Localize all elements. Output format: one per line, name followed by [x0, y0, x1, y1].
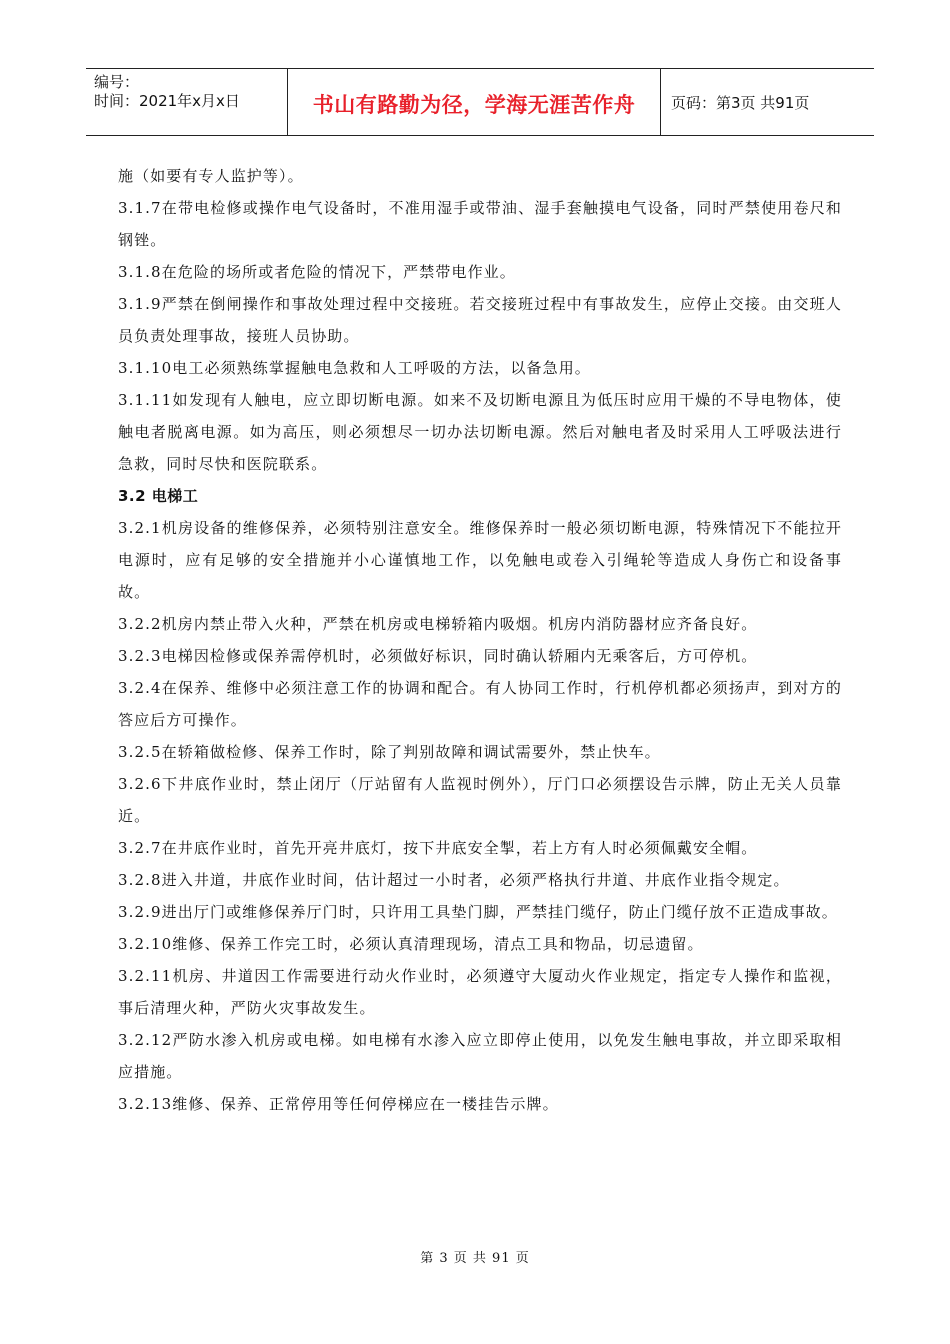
- paragraph: 3.2.10维修、保养工作完工时，必须认真清理现场，清点工具和物品，切忌遗留。: [118, 935, 704, 953]
- paragraph: 3.1.11如发现有人触电，应立即切断电源。如来不及切断电源且为低压时应用干燥的不导电物体，使触电者脱离电源。如为高压，则必须想尽一切办法切断电源。然后对触电者及时采用人工呼吸法进行急救，同时尽快和医院联系。: [118, 391, 842, 473]
- document-time-label: 时间：2021年x月x日: [94, 92, 240, 110]
- paragraph: 3.2.3电梯因检修或保养需停机时，必须做好标识，同时确认轿厢内无乘客后，方可停机。: [118, 647, 758, 665]
- document-body: [118, 160, 842, 1120]
- paragraph: 3.1.9严禁在倒闸操作和事故处理过程中交接班。若交接班过程中有事故发生，应停止交接。由交班人员负责处理事故，接班人员协助。: [118, 295, 842, 345]
- page-footer: 第 3 页 共 91 页: [420, 1251, 530, 1266]
- paragraph: 3.2.2机房内禁止带入火种，严禁在机房或电梯轿箱内吸烟。机房内消防器材应齐备良好。: [118, 615, 758, 633]
- document-code-label: 编号：: [94, 73, 140, 91]
- paragraph: 3.1.7在带电检修或操作电气设备时，不准用湿手或带油、湿手套触摸电气设备，同时严禁使用卷尺和钢锉。: [118, 199, 842, 249]
- header-meta: [86, 69, 287, 135]
- paragraph: 3.1.10电工必须熟练掌握触电急救和人工呼吸的方法，以备急用。: [118, 359, 591, 377]
- paragraph: 3.2.13维修、保养、正常停用等任何停梯应在一楼挂告示牌。: [118, 1095, 559, 1113]
- paragraph: 3.2.4在保养、维修中必须注意工作的协调和配合。有人协同工作时，行机停机都必须扬声，到对方的答应后方可操作。: [118, 679, 842, 729]
- paragraph: 3.2.1机房设备的维修保养，必须特别注意安全。维修保养时一般必须切断电源，特殊情况下不能拉开电源时，应有足够的安全措施并小心谨慎地工作，以免触电或卷入引绳轮等造成人身伤亡和设备事故。: [118, 519, 842, 601]
- paragraph: 3.2.8进入井道，井底作业时间，估计超过一小时者，必须严格执行井道、井底作业指令规定。: [118, 871, 790, 889]
- paragraph: 3.2.5在轿箱做检修、保养工作时，除了判别故障和调试需要外，禁止快车。: [118, 743, 661, 761]
- header-motto: 书山有路勤为径，学海无涯苦作舟: [287, 69, 661, 135]
- section-heading: 3.2 电梯工: [118, 487, 199, 505]
- paragraph: 3.2.7在井底作业时，首先开亮井底灯，按下井底安全掣，若上方有人时必须佩戴安全帽。: [118, 839, 758, 857]
- header-page-info: 页码：第3页 共91页: [671, 93, 810, 112]
- paragraph: 3.2.12严防水渗入机房或电梯。如电梯有水渗入应立即停止使用，以免发生触电事故，并立即采取相应措施。: [118, 1031, 842, 1081]
- paragraph: 3.2.11机房、井道因工作需要进行动火作业时，必须遵守大厦动火作业规定，指定专人操作和监视，事后清理火种，严防火灾事故发生。: [118, 967, 842, 1017]
- paragraph: 3.1.8在危险的场所或者危险的情况下，严禁带电作业。: [118, 263, 516, 281]
- paragraph: 3.2.9进出厅门或维修保养厅门时，只许用工具垫门脚，严禁挂门缆仔，防止门缆仔放不正造成事故。: [118, 903, 838, 921]
- page-header: [86, 68, 874, 136]
- paragraph: 3.2.6下井底作业时，禁止闭厅（厅站留有人监视时例外），厅门口必须摆设告示牌，防止无关人员靠近。: [118, 775, 842, 825]
- paragraph: 施（如要有专人监护等）。: [118, 167, 304, 185]
